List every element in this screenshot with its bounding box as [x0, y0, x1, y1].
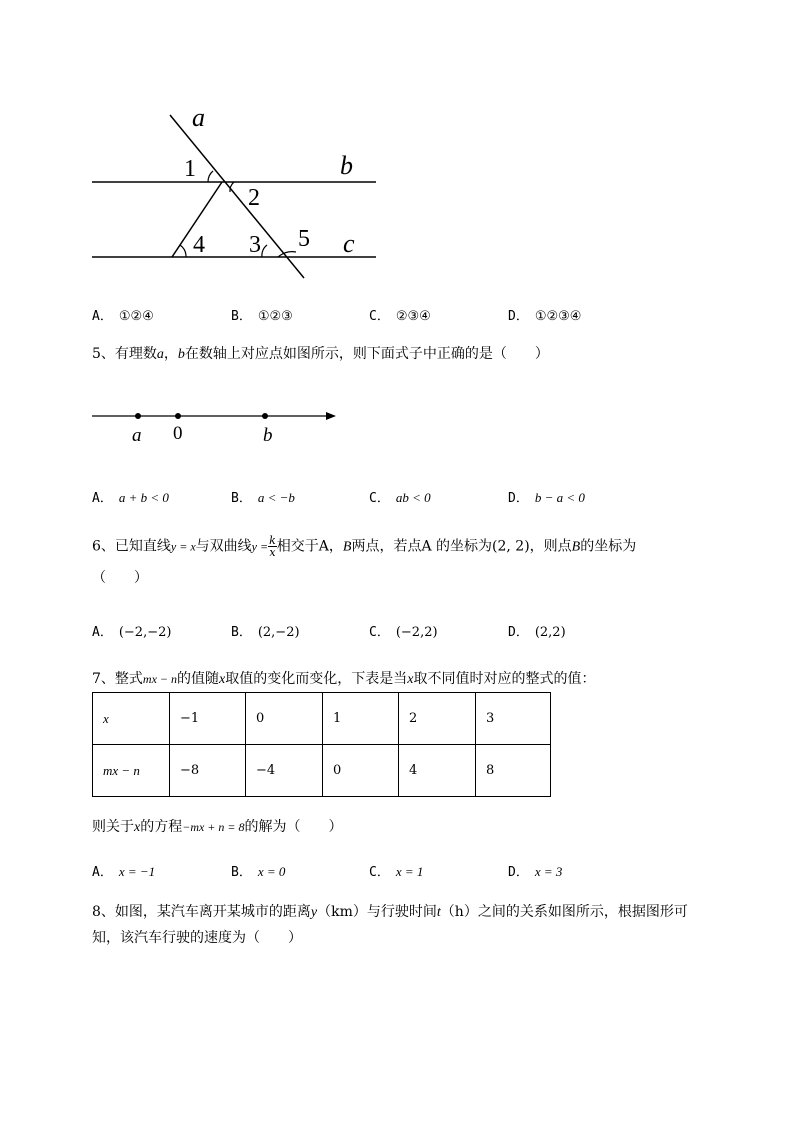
angle-figure: [80, 100, 400, 290]
q6-option-c[interactable]: C． (−2,2): [369, 625, 438, 640]
label-a: a: [192, 103, 205, 132]
arrow-icon: [326, 412, 336, 420]
q8-question-line1: 8、如图，某汽车离开某城市的距离y（km）与行驶时间t（h）之间的关系如图所示，根据图形可: [92, 904, 688, 920]
label-1: 1: [184, 156, 196, 182]
axis-label-a: a: [132, 425, 142, 446]
q4-option-d[interactable]: D． ①②③④: [508, 309, 582, 324]
q5-option-b[interactable]: B． a < −b: [231, 490, 295, 506]
label-4: 4: [193, 232, 205, 258]
q7-option-d[interactable]: D． x = 3: [508, 864, 563, 880]
q7-option-c[interactable]: C． x = 1: [369, 864, 424, 880]
table-row: x −1 0 1 2 3: [93, 693, 551, 745]
q5-option-c[interactable]: C． ab < 0: [369, 490, 431, 506]
q6-paren: （ ）: [92, 570, 148, 586]
q5-option-d[interactable]: D． b − a < 0: [508, 490, 585, 506]
angle-1-arc: [208, 171, 213, 182]
q5-option-a[interactable]: A． a + b < 0: [92, 490, 169, 506]
label-2: 2: [248, 185, 260, 211]
point-a: [135, 413, 141, 419]
q4-option-c[interactable]: C． ②③④: [369, 309, 431, 324]
label-5: 5: [298, 226, 310, 252]
axis-label-zero: 0: [173, 423, 183, 444]
q7-option-b[interactable]: B． x = 0: [231, 864, 286, 880]
table-row: mx − n −8 −4 0 4 8: [93, 745, 551, 797]
angle-4-arc: [180, 245, 186, 257]
q8-question-line2: 知，该汽车行驶的速度为（ ）: [92, 930, 302, 946]
label-b: b: [340, 151, 353, 180]
point-b: [262, 413, 268, 419]
point-zero: [175, 413, 181, 419]
q7-option-a[interactable]: A． x = −1: [92, 864, 156, 880]
q4-option-a[interactable]: A． ①②④: [92, 309, 154, 324]
axis-label-b: b: [263, 425, 273, 446]
q6-option-b[interactable]: B． (2,−2): [231, 625, 300, 640]
fraction-k-over-x: $\frac{k}{x}$: [269, 534, 276, 559]
label-3: 3: [249, 232, 261, 258]
number-line: [88, 400, 348, 450]
q7-question: 7、整式mx − n的值随x取值的变化而变化，下表是当x取不同值时对应的整式的值：: [92, 671, 596, 687]
value-table: [92, 692, 551, 797]
q4-option-b[interactable]: B． ①②③: [231, 309, 293, 324]
q6-question: 6、已知直线y = x与双曲线y = $\frac{k}{x}$ 相交于A，B两点，若点A 的坐标为(2, 2)，则点B的坐标为: [92, 534, 637, 559]
label-c: c: [343, 229, 355, 258]
angle-3-arc: [262, 245, 267, 257]
q6-option-d[interactable]: D． (2,2): [508, 625, 566, 640]
q5-question: 5、有理数a，b在数轴上对应点如图所示，则下面式子中正确的是（ ）: [92, 346, 549, 362]
q7-followup: 则关于x的方程−mx + n = 8的解为（ ）: [92, 819, 343, 835]
q6-option-a[interactable]: A． (−2,−2): [92, 625, 172, 640]
